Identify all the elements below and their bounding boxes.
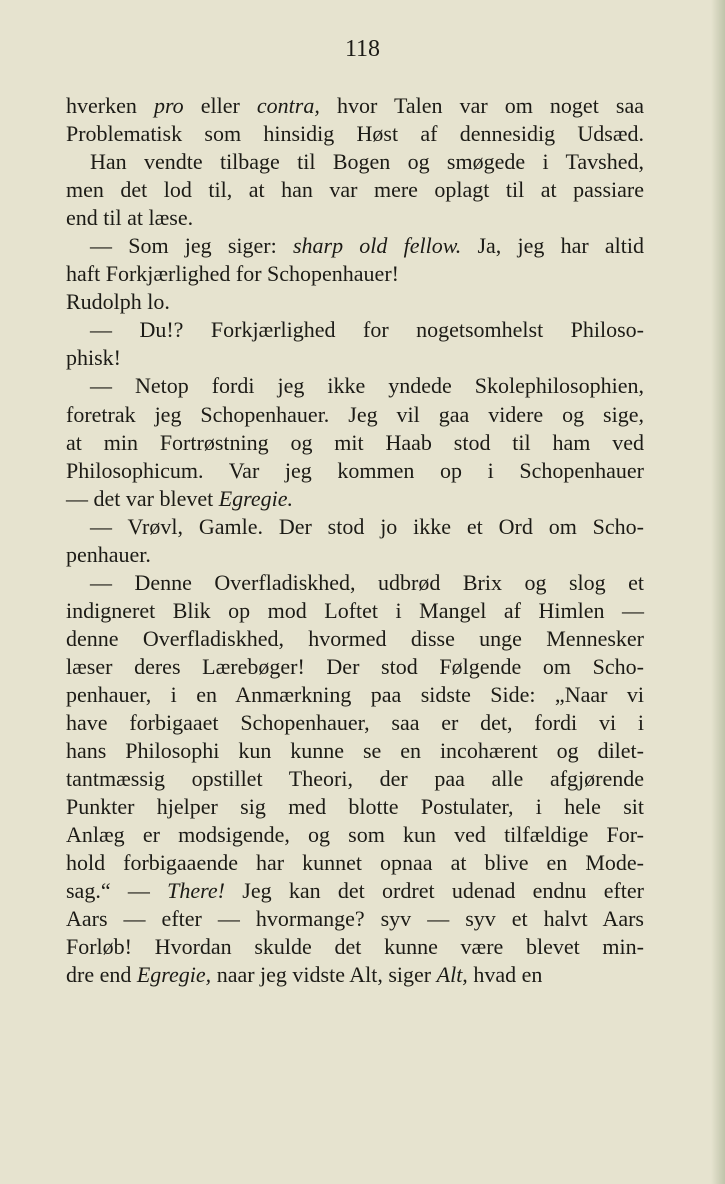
italic-phrase: contra, [256, 93, 320, 118]
text-line: Aars — efter — hvormange? syv — syv et halvt Aars [66, 906, 644, 932]
text-line: hverken pro eller contra, hvor Talen var om noget saa [66, 93, 644, 118]
italic-phrase: Alt, [436, 962, 468, 988]
text-line: hans Philosophi kun kunne se en incohærent og dilet- [66, 738, 644, 764]
italic-phrase: sharp old fellow. [292, 233, 462, 259]
text-line: Han vendte tilbage til Bogen og smøgede i Tavshed, [90, 149, 644, 175]
body-text [66, 92, 644, 990]
text-line: Forløb! Hvordan skulde det kunne være blevet min- [66, 934, 644, 960]
italic-phrase: Egregie, [136, 962, 212, 988]
text-line: men det lod til, at han var mere oplagt til at passiare [66, 177, 644, 203]
text-line: Anlæg er modsigende, og som kun ved tilfældige For- [66, 822, 644, 848]
text-line: læser deres Lærebøger! Der stod Følgende om Scho- [66, 653, 644, 679]
page-edge-shadow [711, 0, 725, 1184]
text-line: — Du!? Forkjærlighed for nogetsomhelst Philoso- [90, 317, 644, 343]
text-line: Philosophicum. Var jeg kommen op i Schopenhauer [66, 457, 644, 483]
text-line: have forbigaaet Schopenhauer, saa er det, fordi vi i [66, 710, 644, 736]
text-line: — Netop fordi jeg ikke yndede Skolephilosophien, [90, 373, 644, 399]
italic-phrase: There! [167, 878, 225, 904]
text-line: hold forbigaaende har kunnet opnaa at blive en Mode- [66, 850, 644, 876]
italic-phrase: pro [153, 93, 184, 118]
text-line: haft Forkjærlighed for Schopenhauer! [66, 261, 399, 287]
text-line: indigneret Blik op mod Loftet i Mangel af Himlen — [66, 597, 644, 623]
text-line: dre end Egregie, naar jeg vidste Alt, siger Alt, hvad en [66, 962, 543, 988]
text-line: — Vrøvl, Gamle. Der stod jo ikke et Ord om Scho- [90, 513, 644, 539]
text-line: — Som jeg siger: sharp old fellow. Ja, jeg har altid [90, 233, 644, 259]
text-line: penhauer. [66, 541, 151, 567]
text-line: phisk! [66, 345, 121, 371]
text-line: tantmæssig opstillet Theori, der paa alle afgjørende [66, 766, 644, 792]
text-line: penhauer, i en Anmærkning paa sidste Side: „Naar vi [66, 681, 644, 707]
text-line: at min Fortrøstning og mit Haab stod til ham ved [66, 429, 644, 455]
text-line: foretrak jeg Schopenhauer. Jeg vil gaa videre og sige, [66, 401, 644, 427]
text-line: Punkter hjelper sig med blotte Postulater, i hele sit [66, 794, 644, 820]
text-line: Problematisk som hinsidig Høst af dennesidig Udsæd. [66, 121, 644, 147]
text-line: sag.“ — There! Jeg kan det ordret udenad endnu efter [66, 878, 644, 904]
italic-phrase: Egregie. [218, 485, 294, 511]
page-number: 118 [344, 36, 381, 62]
text-line: — Denne Overfladiskhed, udbrød Brix og slog et [90, 569, 644, 595]
text-line: end til at læse. [66, 205, 194, 231]
text-line: Rudolph lo. [66, 289, 170, 315]
text-line: — det var blevet Egregie. [66, 485, 294, 511]
text-line: denne Overfladiskhed, hvormed disse unge Mennesker [66, 625, 644, 651]
